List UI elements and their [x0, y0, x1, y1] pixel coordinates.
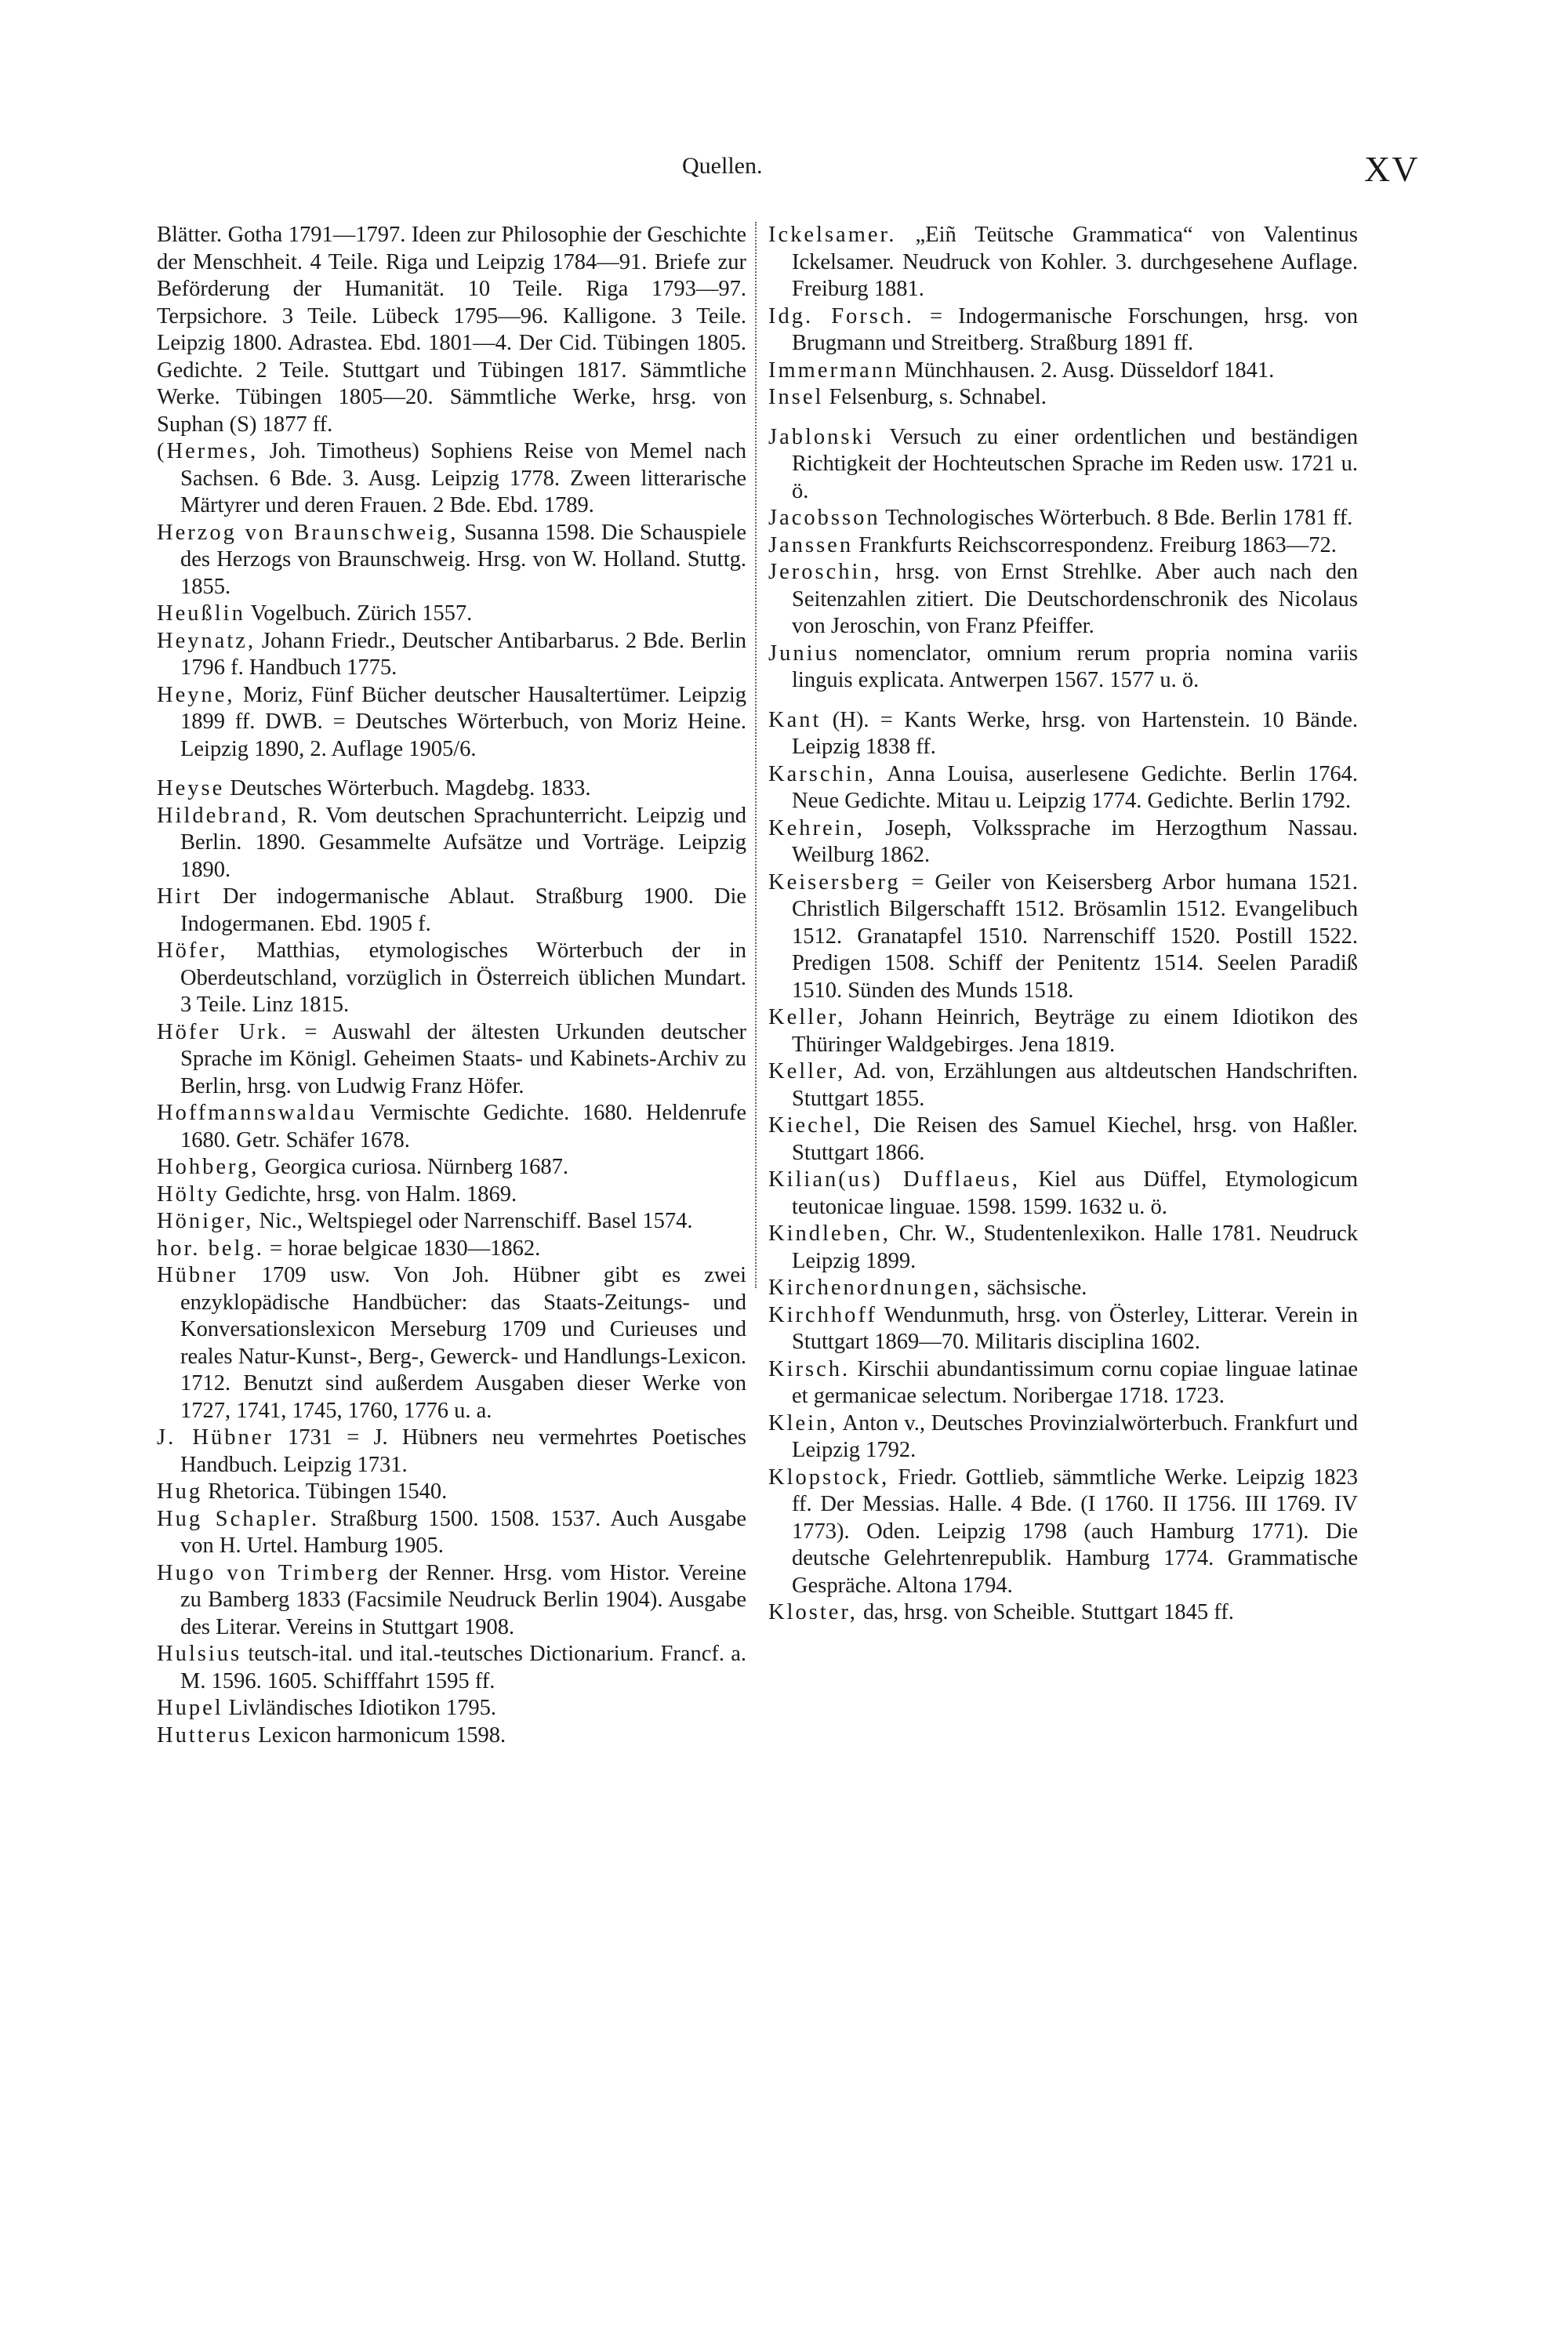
entry-heading: Idg. Forsch.: [768, 303, 914, 328]
entry-heading: Ickelsamer.: [768, 223, 897, 247]
entry-heading: Kirsch.: [768, 1356, 851, 1381]
entry-text: Rhetorica. Tübingen 1540.: [208, 1479, 448, 1504]
entry-heading: Heyse: [157, 776, 225, 800]
bibliography-entry: [768, 707, 1358, 761]
entry-heading: Hug: [157, 1479, 203, 1504]
entry-text: Kiel aus Düffel, Etymologicum teutonicae linguae. 1598. 1599. 1632 u. ö.: [792, 1167, 1359, 1219]
bibliography-entry: [768, 505, 1358, 532]
entry-heading: J. Hübner: [157, 1425, 274, 1450]
entry-text: R. Vom deutschen Sprachunterricht. Leipzig und Berlin. 1890. Gesammelte Aufsätze und Vorträge. Leipzig 1890.: [180, 803, 747, 882]
bibliography-entry: [768, 1275, 1358, 1302]
bibliography-entry: [157, 628, 746, 682]
entry-text: Vogelbuch. Zürich 1557.: [250, 601, 473, 626]
bibliography-entry: [157, 1506, 746, 1560]
bibliography-entry: [768, 1356, 1358, 1410]
entry-text: Versuch zu einer ordentlichen und beständigen Richtigkeit der Hochteutschen Sprache im Reden usw. 1721 u. ö.: [792, 424, 1358, 503]
entry-heading: Jablonski: [768, 424, 874, 449]
entry-text: Technologisches Wörterbuch. 8 Bde. Berlin 1781 ff.: [885, 506, 1353, 530]
entry-heading: Jeroschin,: [768, 560, 882, 584]
bibliography-entry: [768, 222, 1358, 303]
entry-heading: Kant: [768, 707, 822, 732]
bibliography-entry: [768, 761, 1358, 815]
entry-heading: Heußlin: [157, 601, 245, 626]
bibliography-entry: [768, 1167, 1358, 1221]
entry-text: Münchhausen. 2. Ausg. Düsseldorf 1841.: [904, 358, 1275, 383]
entry-text: Johann Friedr., Deutscher Antibarbarus. 2 Bde. Berlin 1796 f. Handbuch 1775.: [180, 628, 746, 680]
entry-heading: Kirchhoff: [768, 1302, 877, 1327]
entry-heading: Kloster,: [768, 1600, 858, 1624]
bibliography-entry: [768, 1599, 1358, 1627]
bibliography-entry: [157, 1100, 746, 1154]
page-number: XV: [1364, 149, 1420, 189]
entry-text: Livländisches Idiotikon 1795.: [228, 1696, 496, 1720]
entry-heading: Jacobsson: [768, 506, 880, 530]
entry-heading: Janssen: [768, 532, 854, 557]
entry-heading: (Hermes,: [157, 439, 259, 463]
entry-heading: Höfer,: [157, 938, 228, 963]
entry-text: Deutsches Wörterbuch. Magdebg. 1833.: [230, 776, 591, 800]
bibliography-entry: [768, 1302, 1358, 1356]
bibliography-entry: [157, 222, 746, 438]
entry-text: = Geiler von Keisersberg Arbor humana 1521. Christlich Bilgerschafft 1512. Brösamlin 1512. Evangelibuch 1512. Granatapfel 1510. Narrenschiff 1520. Postill 1522. Predigen 1508. Schiff der Penitentz 1514. Seelen Paradiß 1510. Sünden des Munds 1518.: [792, 869, 1359, 1003]
entry-text: Ad. von, Erzählungen aus altdeutschen Handschriften. Stuttgart 1855.: [792, 1059, 1358, 1111]
entry-heading: Hohberg,: [157, 1155, 260, 1179]
bibliography-entry: [768, 303, 1358, 358]
bibliography-entry: [768, 1112, 1358, 1167]
entry-text: Susanna 1598. Die Schauspiele des Herzogs von Braunschweig. Hrsg. von W. Holland. Stuttg. 1855.: [180, 520, 746, 599]
entry-heading: Immermann: [768, 358, 899, 383]
entry-text: Friedr. Gottlieb, sämmtliche Werke. Leipzig 1823 ff. Der Messias. Halle. 4 Bde. (I 1760. II 1756. III 1769. IV 1773). Oden. Leipzig 1798 (auch Hamburg 1771). Die deutsche Gelehrtenrepublik. Hamburg 1774. Grammatische Gespräche. Altona 1794.: [792, 1465, 1358, 1598]
entry-heading: hor. belg.: [157, 1236, 264, 1261]
entry-text: Gedichte, hrsg. von Halm. 1869.: [225, 1181, 517, 1207]
entry-text: hrsg. von Ernst Strehlke. Aber auch nach den Seitenzahlen zitiert. Die Deutschordenschronik des Nicolaus von Jeroschin, von Franz Pfeiffer.: [792, 560, 1358, 638]
entry-text: = Auswahl der ältesten Urkunden deutscher Sprache im Königl. Geheimen Staats- und Kabinets-Archiv zu Berlin, hrsg. von Ludwig Franz Höfer.: [180, 1019, 746, 1098]
entry-heading: Heyne,: [157, 682, 235, 707]
bibliography-entry: [768, 384, 1358, 412]
entry-text: Vermischte Gedichte. 1680. Heldenrufe 1680. Getr. Schäfer 1678.: [180, 1101, 746, 1152]
entry-text: Moriz, Fünf Bücher deutscher Hausaltertümer. Leipzig 1899 ff. DWB. = Deutsches Wörterbuch, von Moriz Heine. Leipzig 1890, 2. Auflage 1905/6.: [180, 682, 747, 761]
bibliography-entry: [768, 1465, 1358, 1600]
entry-heading: Herzog von Braunschweig,: [157, 520, 459, 545]
entry-text: 1731 = J. Hübners neu vermehrtes Poetisches Handbuch. Leipzig 1731.: [180, 1425, 746, 1477]
entry-heading: Keller,: [768, 1005, 846, 1029]
entry-text: Wendunmuth, hrsg. von Österley, Litterar. Verein in Stuttgart 1869—70. Militaris disciplina 1602.: [792, 1302, 1358, 1354]
bibliography-entry: [768, 532, 1358, 560]
bibliography-entry: [768, 815, 1358, 869]
bibliography-entry: [157, 1181, 746, 1209]
bibliography-entry: [157, 1208, 746, 1236]
bibliography-entry: [768, 559, 1358, 641]
entry-heading: Kilian(us) Dufflaeus,: [768, 1167, 1020, 1192]
bibliography-entry: [157, 1695, 746, 1722]
bibliography-entry: [157, 1722, 746, 1750]
bibliography-entry: [768, 641, 1358, 695]
entry-heading: Hoffmannswaldau: [157, 1101, 358, 1125]
entry-heading: Keisersberg: [768, 869, 901, 895]
entry-heading: Hug Schapler.: [157, 1506, 320, 1531]
entry-text: Felsenburg, s. Schnabel.: [829, 385, 1047, 409]
bibliography-entry: [157, 803, 746, 884]
entry-text: = Indogermanische Forschungen, hrsg. von Brugmann und Streitberg. Straßburg 1891 ff.: [792, 303, 1359, 355]
entry-heading: Klopstock,: [768, 1465, 890, 1490]
entry-heading: Höfer Urk.: [157, 1019, 289, 1044]
entry-text: Frankfurts Reichscorrespondenz. Freiburg 1863—72.: [858, 532, 1337, 557]
entry-text: Der indogermanische Ablaut. Straßburg 1900. Die Indogermanen. Ebd. 1905 f.: [180, 884, 747, 936]
entry-text: Joh. Timotheus) Sophiens Reise von Memel nach Sachsen. 6 Bde. 3. Ausg. Leipzig 1778. Zween litterarische Märtyrer und deren Frauen. 2 Bde. Ebd. 1789.: [180, 439, 746, 517]
entry-text: Chr. W., Studentenlexikon. Halle 1781. Neudruck Leipzig 1899.: [792, 1221, 1358, 1273]
entry-text: Kirschii abundantissimum cornu copiae linguae latinae et germanicae selectum. Noribergae 1718. 1723.: [792, 1356, 1359, 1408]
column-divider: [755, 222, 757, 1288]
entry-heading: Hupel: [157, 1696, 223, 1720]
bibliography-entry: [157, 1479, 746, 1506]
entry-heading: Hugo von Trimberg: [157, 1560, 380, 1585]
entry-text: der Renner. Hrsg. vom Histor. Vereine zu Bamberg 1833 (Facsimile Neudruck Berlin 1904). Ausgabe des Literar. Vereins in Stuttgart 1908.: [180, 1560, 746, 1639]
bibliography-entry: [157, 682, 746, 764]
entry-heading: Hildebrand,: [157, 803, 289, 828]
entry-heading: Junius: [768, 641, 840, 666]
entry-text: teutsch-ital. und ital.-teutsches Dictionarium. Francf. a. M. 1596. 1605. Schifffahrt 1595 ff.: [180, 1642, 747, 1693]
bibliography-entry: [157, 1425, 746, 1479]
bibliography-entry: [157, 938, 746, 1019]
entry-text: = horae belgicae 1830—1862.: [270, 1236, 541, 1261]
entry-text: das, hrsg. von Scheible. Stuttgart 1845 ff.: [863, 1600, 1234, 1624]
entry-text: Johann Heinrich, Beyträge zu einem Idiotikon des Thüringer Waldgebirges. Jena 1819.: [792, 1005, 1358, 1057]
entry-text: Blätter. Gotha 1791—1797. Ideen zur Philosophie der Geschichte der Menschheit. 4 Teile. Riga und Leipzig 1784—91. Briefe zur Beförderung der Humanität. 10 Teile. Riga 1793—97. Terpsichore. 3 Teile. Lübeck 1795—96. Kalligone. 3 Teile. Leipzig 1800. Adrastea. Ebd. 1801—4. Der Cid. Tübingen 1805. Gedichte. 2 Teile. Stuttgart und Tübingen 1817. Sämmtliche Werke. Tübingen 1805—20. Sämmtliche Werke, hrsg. von Suphan (S) 1877 ff.: [157, 223, 746, 437]
entry-text: Anton v., Deutsches Provinzialwörterbuch. Frankfurt und Leipzig 1792.: [792, 1410, 1358, 1462]
entry-text: 1709 usw. Von Joh. Hübner gibt es zwei enzyklopädische Handbücher: das Staats-Zeitungs- und Konversationslexicon Merseburg 1709 und Curieuses und reales Natur-Kunst-, Berg-, Gewerck- und Handlungs-Lexicon. 1712. Benutzt sind außerdem Ausgaben dieser Werke von 1727, 1741, 1745, 1760, 1776 u. a.: [180, 1263, 747, 1423]
entry-heading: Heynatz,: [157, 628, 256, 653]
entry-text: „Eiñ Teütsche Grammatica“ von Valentinus Ickelsamer. Neudruck von Kohler. 3. durchgesehene Auflage. Freiburg 1881.: [792, 223, 1359, 301]
page-header: [0, 149, 1568, 200]
entry-heading: Hulsius: [157, 1642, 242, 1666]
entry-heading: Hübner: [157, 1263, 238, 1287]
bibliography-entry: [157, 438, 746, 520]
entry-heading: Insel: [768, 385, 824, 409]
entry-text: Anna Louisa, auserlesene Gedichte. Berlin 1764. Neue Gedichte. Mitau u. Leipzig 1774. Gedichte. Berlin 1792.: [792, 761, 1358, 813]
bibliography-entry: [768, 1058, 1358, 1112]
bibliography-entry: [157, 1641, 746, 1695]
bibliography-entry: [768, 358, 1358, 385]
bibliography-entry: [157, 1262, 746, 1425]
bibliography-entry: [157, 520, 746, 601]
entry-heading: Kindleben,: [768, 1221, 891, 1246]
bibliography-entry: [157, 884, 746, 938]
bibliography-entry: [157, 601, 746, 628]
entry-text: Die Reisen des Samuel Kiechel, hrsg. von Haßler. Stuttgart 1866.: [792, 1113, 1358, 1165]
bibliography-entry: [157, 1236, 746, 1263]
entry-text: Matthias, etymologisches Wörterbuch der in Oberdeutschland, vorzüglich in Österreich üblichen Mundart. 3 Teile. Linz 1815.: [180, 938, 747, 1017]
bibliography-entry: [768, 1410, 1358, 1465]
bibliography-entry: [157, 1019, 746, 1101]
bibliography-entry: [157, 1154, 746, 1181]
bibliography-entry: [768, 1221, 1358, 1275]
bibliography-entry: [768, 869, 1358, 1005]
entry-text: Georgica curiosa. Nürnberg 1687.: [264, 1155, 569, 1179]
entry-text: sächsische.: [986, 1276, 1087, 1300]
running-title: Quellen.: [682, 153, 763, 179]
entry-text: Nic., Weltspiegel oder Narrenschiff. Basel 1574.: [259, 1209, 693, 1233]
entry-heading: Keller,: [768, 1059, 846, 1083]
entry-heading: Hirt: [157, 884, 202, 909]
entry-text: Lexicon harmonicum 1598.: [258, 1722, 506, 1748]
entry-text: (H). = Kants Werke, hrsg. von Hartenstein. 10 Bände. Leipzig 1838 ff.: [792, 707, 1359, 759]
entry-text: nomenclator, omnium rerum propria nomina variis linguis explicata. Antwerpen 1567. 1577 u. ö.: [792, 641, 1358, 692]
bibliography-entry: [768, 1004, 1358, 1058]
entry-heading: Kirchenordnungen,: [768, 1276, 982, 1300]
entry-heading: Hutterus: [157, 1722, 253, 1748]
right-column: [768, 222, 1358, 1627]
entry-heading: Kehrein,: [768, 815, 865, 840]
bibliography-entry: [157, 775, 746, 803]
bibliography-entry: [157, 1560, 746, 1642]
entry-heading: Hölty: [157, 1181, 220, 1207]
entry-text: Straßburg 1500. 1508. 1537. Auch Ausgabe von H. Urtel. Hamburg 1905.: [180, 1506, 747, 1558]
left-column: [157, 222, 746, 1749]
entry-heading: Höniger,: [157, 1209, 254, 1233]
entry-heading: Kiechel,: [768, 1113, 862, 1138]
entry-text: Joseph, Volkssprache im Herzogthum Nassau. Weilburg 1862.: [792, 815, 1359, 867]
bibliography-entry: [768, 424, 1358, 506]
entry-heading: Karschin,: [768, 761, 877, 786]
entry-heading: Klein,: [768, 1410, 838, 1436]
